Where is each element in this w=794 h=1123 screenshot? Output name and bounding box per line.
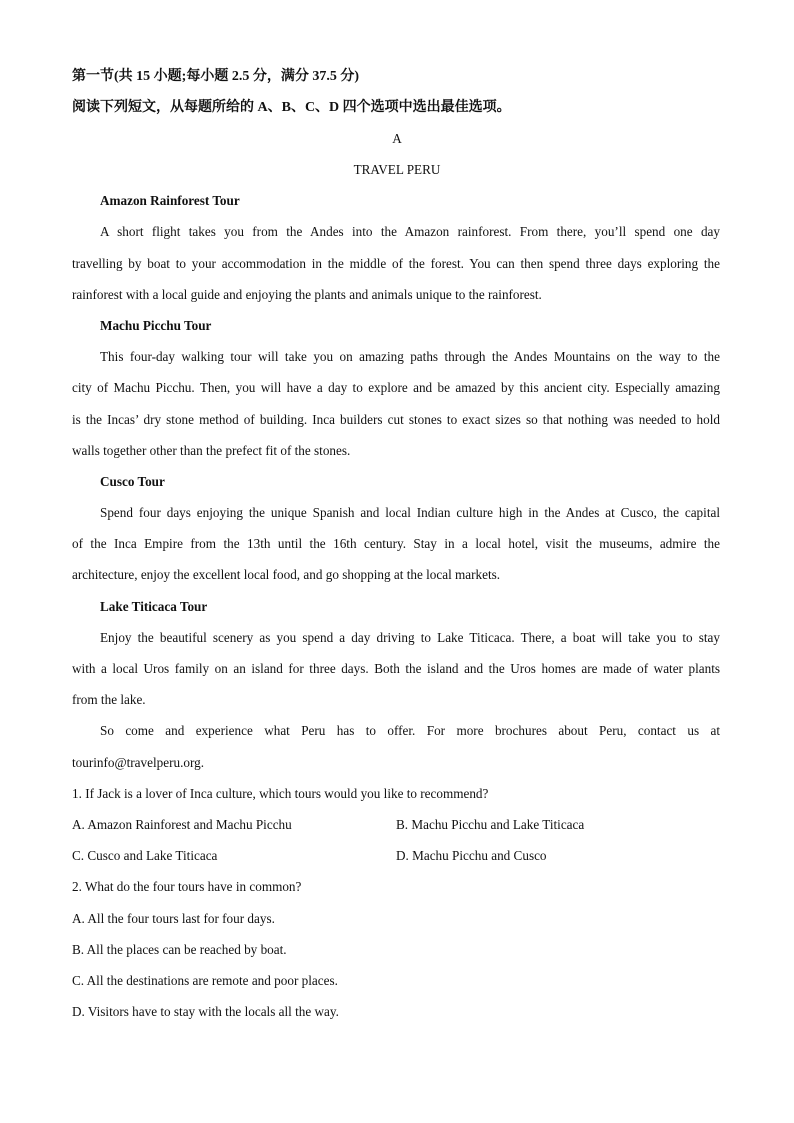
paragraph-line: rainforest with a local guide and enjoying the plants and animals unique to the rainforest. bbox=[72, 287, 542, 302]
tour-heading-amazon: Amazon Rainforest Tour bbox=[100, 193, 240, 208]
paragraph-line: Spend four days enjoying the unique Spanish and local Indian culture high in the Andes at Cusco, the capital bbox=[100, 505, 720, 520]
paragraph-line: This four-day walking tour will take you on amazing paths through the Andes Mountains on the way to the bbox=[100, 349, 720, 364]
question-1-option-a: A. Amazon Rainforest and Machu Picchu bbox=[72, 817, 292, 832]
paragraph-line: architecture, enjoy the excellent local food, and go shopping at the local markets. bbox=[72, 567, 501, 582]
passage-letter: A bbox=[392, 131, 402, 146]
section-instruction: 阅读下列短文，从每题所给的 A、B、C、D 四个选项中选出最佳选项。 bbox=[72, 100, 511, 115]
question-1-option-d: D. Machu Picchu and Cusco bbox=[396, 848, 547, 863]
question-1-option-b: B. Machu Picchu and Lake Titicaca bbox=[396, 817, 585, 832]
question-2-option-c: C. All the destinations are remote and poor places. bbox=[72, 973, 338, 988]
paragraph-line: walls together other than the prefect fit of the stones. bbox=[72, 443, 351, 458]
closing-line: So come and experience what Peru has to offer. For more brochures about Peru, contact us at bbox=[100, 723, 720, 738]
question-1-option-c: C. Cusco and Lake Titicaca bbox=[72, 848, 218, 863]
question-2-option-a: A. All the four tours last for four days. bbox=[72, 911, 275, 926]
paragraph-line: A short flight takes you from the Andes into the Amazon rainforest. From there, you’ll spend one day bbox=[100, 224, 720, 239]
question-2-option-b: B. All the places can be reached by boat. bbox=[72, 942, 287, 957]
paragraph-line: of the Inca Empire from the 13th until the 16th century. Stay in a local hotel, visit the museums, admire the bbox=[72, 536, 720, 551]
passage-title: TRAVEL PERU bbox=[353, 162, 441, 177]
tour-heading-cusco: Cusco Tour bbox=[100, 474, 165, 489]
tour-heading-machu-picchu: Machu Picchu Tour bbox=[100, 318, 212, 333]
paragraph-line: with a local Uros family on an island for three days. Both the island and the Uros homes are made of water plants bbox=[72, 661, 720, 676]
question-1-stem: 1. If Jack is a lover of Inca culture, which tours would you like to recommend? bbox=[72, 786, 489, 801]
paragraph-line: city of Machu Picchu. Then, you will have a day to explore and be amazed by this ancient city. Especially amazing bbox=[72, 380, 720, 395]
paragraph-line: from the lake. bbox=[72, 692, 146, 707]
tour-heading-lake-titicaca: Lake Titicaca Tour bbox=[100, 599, 208, 614]
paragraph-line: travelling by boat to your accommodation in the middle of the forest. You can then spend three days exploring the bbox=[72, 256, 720, 271]
section-header: 第一节(共 15 小题;每小题 2.5 分，满分 37.5 分) bbox=[72, 69, 359, 84]
paragraph-line: is the Incas’ dry stone method of building. Inca builders cut stones to exact sizes so that nothing was needed to hold bbox=[72, 412, 720, 427]
question-2-stem: 2. What do the four tours have in common? bbox=[72, 879, 302, 894]
paragraph-line: Enjoy the beautiful scenery as you spend a day driving to Lake Titicaca. There, a boat will take you to stay bbox=[100, 630, 720, 645]
question-2-option-d: D. Visitors have to stay with the locals all the way. bbox=[72, 1004, 339, 1019]
contact-email: tourinfo@travelperu.org. bbox=[72, 755, 205, 770]
